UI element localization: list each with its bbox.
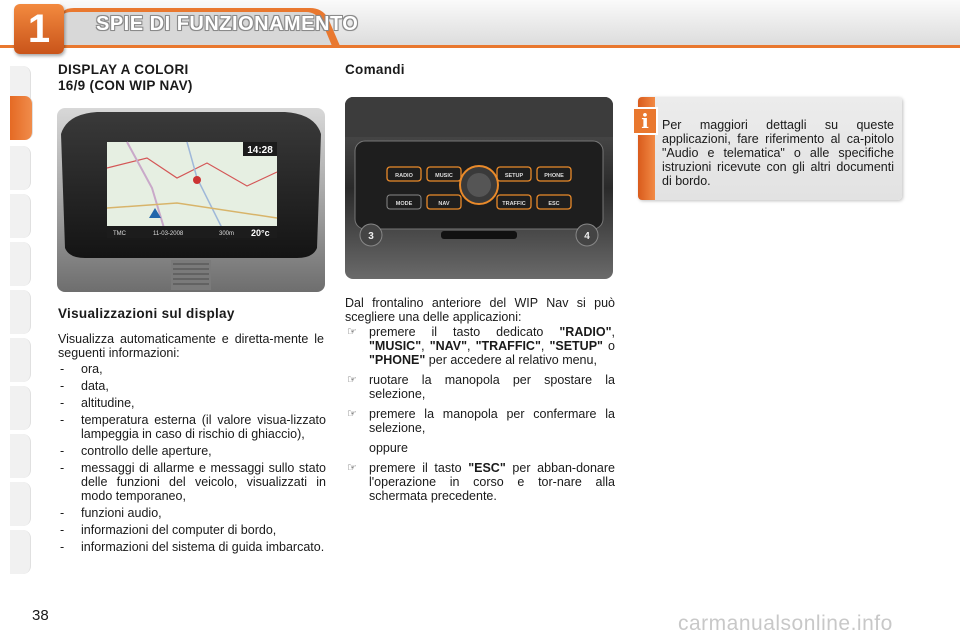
display-intro: Visualizza automaticamente e diretta-mente le seguenti informazioni: [58,332,324,360]
side-tab-10[interactable] [10,482,31,526]
side-tab-8[interactable] [10,386,31,430]
display-section-title [58,62,193,94]
panel-button-esc: ESC [548,201,560,207]
side-tab-3[interactable] [10,146,31,190]
side-tab-5[interactable] [10,242,31,286]
display-tmc: TMC [113,231,126,237]
display-date: 11-03-2008 [153,231,184,237]
controls-title: Comandi [345,62,405,77]
controls-steps-list [345,325,615,509]
display-time: 14:28 [247,145,273,156]
list-item: - controllo delle aperture, [60,444,212,458]
hand-pointer-icon: ☞ [347,408,357,420]
hand-pointer-icon: ☞ [347,374,357,386]
side-tab-active[interactable] [10,96,33,140]
list-item: - ora, [60,362,103,376]
side-tab-11[interactable] [10,530,31,574]
side-tab-9[interactable] [10,434,31,478]
panel-button-music: MUSIC [435,173,453,179]
list-item: - informazioni del computer di bordo, [60,523,277,537]
hand-pointer-icon: ☞ [347,462,357,474]
panel-knob-4: 4 [584,231,590,242]
list-item: - funzioni audio, [60,506,162,520]
chapter-title: SPIE DI FUNZIONAMENTO [96,13,359,35]
display-temperature: 20°c [251,228,270,238]
panel-button-nav: NAV [438,201,450,207]
page-number: 38 [32,607,49,624]
side-tab-7[interactable] [10,338,31,382]
dashboard-display-photo [57,108,325,292]
list-item: - informazioni del sistema di guida imbarcato. [60,540,325,554]
hand-pointer-icon: ☞ [347,326,357,338]
side-tab-4[interactable] [10,194,31,238]
list-item: - temperatura esterna (il valore visua-lizzato lampeggia in caso di rischio di ghiaccio), [60,413,326,441]
display-title-line1: DISPLAY A COLORI [58,62,189,77]
list-item: ☞ ruotare la manopola per spostare la selezione, [347,373,615,401]
info-text: Per maggiori dettagli su queste applicazioni, fare riferimento al ca-pitolo "Audio e telematica" o alle specifiche istruzioni ricevute con gli altri documenti di bordo. [662,118,894,188]
display-distance: 300m [219,231,235,237]
panel-knob-3: 3 [368,231,374,242]
panel-button-traffic: TRAFFIC [502,201,526,207]
list-item: oppure [369,441,408,455]
header-rule [0,45,960,48]
panel-button-mode: MODE [395,201,413,207]
watermark: carmanualsonline.info [678,612,893,635]
display-subheading: Visualizzazioni sul display [58,306,235,321]
panel-button-phone: PHONE [544,173,564,179]
list-item: ☞ premere la manopola per confermare la selezione, [347,407,615,435]
side-tab-6[interactable] [10,290,31,334]
info-icon: i [632,107,658,135]
panel-button-setup: SETUP [504,173,524,179]
panel-button-radio: RADIO [395,173,413,179]
display-title-line2: 16/9 (CON WIP NAV) [58,78,193,93]
list-item: ☞ premere il tasto "ESC" per abban-donare l'operazione in corso e tor-nare alla schermata precedente. [347,461,616,503]
list-item: ☞ premere il tasto dedicato "RADIO", "MUSIC", "NAV", "TRAFFIC", "SETUP" o "PHONE" per accedere al relativo menu, [347,325,615,367]
list-item: - messaggi di allarme e messaggi sullo stato delle funzioni del veicolo, visualizzati in modo temporaneo, [60,461,326,503]
controls-intro: Dal frontalino anteriore del WIP Nav si può scegliere una delle applicazioni: [345,296,615,324]
list-item: - data, [60,379,109,393]
chapter-number-badge: 1 [14,4,64,54]
list-item: - altitudine, [60,396,135,410]
control-panel-photo [345,97,613,279]
display-info-list [58,362,326,557]
